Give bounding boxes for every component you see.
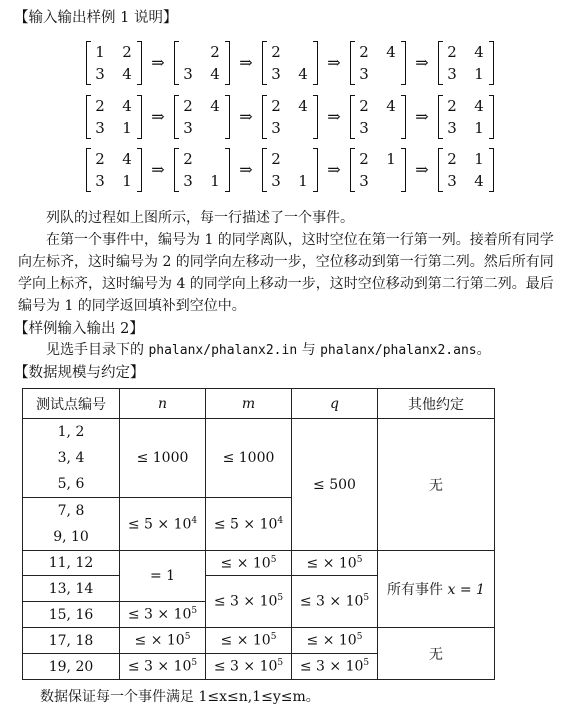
matrix-cell: 3 [359, 65, 369, 83]
explanation-paragraph: 在第一个事件中，编号为 1 的同学离队，这时空位在第一行第一列。接着所有同学向左标齐，这时编号为 2 的同学向左移动一步，空位移动到第一行第二列。然后所有同学向上标齐，这时编号为 4 的同学向上移动一步，这时空位移动到第二行第二列。最后编号为 1 的同学返回填补到空位中。 [18, 232, 554, 314]
right-bracket [401, 41, 406, 85]
matrix-cell: 4 [122, 150, 132, 168]
grid-matrix [174, 95, 230, 139]
m-le-1e5-b: ≤ × $10^5$ [206, 628, 292, 654]
matrix-cell: 4 [122, 97, 132, 115]
matrix-cell: 3 [271, 65, 281, 83]
right-bracket [225, 41, 230, 85]
right-bracket [225, 148, 230, 192]
matrix-cell: 1 [474, 65, 484, 83]
left-bracket [262, 95, 267, 139]
matrix-cell: 4 [474, 97, 484, 115]
implies-arrow-icon: ⇒ [151, 107, 165, 126]
left-bracket [86, 148, 91, 192]
left-bracket [86, 41, 91, 85]
matrix-cell: 2 [447, 150, 457, 168]
implies-arrow-icon: ⇒ [151, 53, 165, 72]
q-le-500: ≤ 500 [292, 419, 378, 551]
other-none-1: 无 [378, 419, 495, 551]
matrix-cell: 3 [447, 119, 457, 137]
matrix-row [86, 95, 506, 139]
matrix-cell: 3 [271, 172, 281, 190]
left-bracket [438, 41, 443, 85]
implies-arrow-icon: ⇒ [415, 160, 429, 179]
matrix-cell: 2 [183, 150, 193, 168]
matrix-cell: 4 [298, 97, 308, 115]
matrix-cell: 1 [386, 150, 396, 168]
n-le-5e4: ≤ $5 \times 10^4$ [120, 498, 206, 551]
grid-matrix [438, 148, 494, 192]
matrix-cell: 4 [210, 97, 220, 115]
constraints-table [22, 388, 495, 680]
right-bracket [225, 95, 230, 139]
matrix-cell: 2 [183, 97, 193, 115]
sample1-heading: 【输入输出样例 1 说明】 [14, 10, 178, 26]
matrix-cell: 4 [210, 65, 220, 83]
test-ids-15-16: 15, 16 [23, 602, 120, 628]
matrix-cell: 2 [122, 43, 132, 61]
header-m: m [206, 389, 292, 419]
grid-matrix [262, 95, 318, 139]
matrix-row [86, 148, 506, 192]
matrix-cell: 2 [271, 150, 281, 168]
n-eq-1: = 1 [120, 551, 206, 602]
q-le-1e5: ≤ × $10^5$ [292, 551, 378, 576]
grid-matrix [174, 41, 230, 85]
left-bracket [350, 41, 355, 85]
matrix-cell: 4 [474, 172, 484, 190]
grid-matrix [438, 95, 494, 139]
header-test-id: 测试点编号 [23, 389, 120, 419]
other-all-events-x1: 所有事件 x = 1 [378, 551, 495, 628]
matrix-cell: 2 [271, 43, 281, 61]
matrix-row [86, 41, 506, 85]
matrix-cell: 1 [474, 150, 484, 168]
grid-matrix [86, 95, 142, 139]
footer-note: 数据保证每一个事件满足 1≤x≤n,1≤y≤m。 [40, 689, 320, 705]
m-le-1000: ≤ 1000 [206, 419, 292, 498]
grid-matrix [86, 148, 142, 192]
matrix-cell: 1 [298, 172, 308, 190]
matrix-cell: 2 [210, 43, 220, 61]
grid-matrix [438, 41, 494, 85]
left-bracket [174, 41, 179, 85]
matrix-cell: 3 [271, 119, 281, 137]
grid-matrix [174, 148, 230, 192]
implies-arrow-icon: ⇒ [415, 107, 429, 126]
implies-arrow-icon: ⇒ [415, 53, 429, 72]
constraints-heading: 【数据规模与约定】 [14, 365, 145, 381]
left-bracket [438, 148, 443, 192]
m-le-1e5: ≤ × $10^5$ [206, 551, 292, 576]
grid-matrix [262, 148, 318, 192]
q-le-1e5-b: ≤ × $10^5$ [292, 628, 378, 654]
header-n: n [120, 389, 206, 419]
implies-arrow-icon: ⇒ [239, 53, 253, 72]
n-le-1e5: ≤ × $10^5$ [120, 628, 206, 654]
file-name-ans: phalanx/phalanx2.ans [320, 343, 477, 358]
matrix-cell: 1 [122, 172, 132, 190]
grid-matrix [350, 41, 406, 85]
matrix-cell: 4 [298, 65, 308, 83]
left-bracket [174, 148, 179, 192]
matrix-cell: 4 [122, 65, 132, 83]
matrix-cell: 3 [183, 172, 193, 190]
matrix-cell: 4 [386, 97, 396, 115]
grid-matrix [262, 41, 318, 85]
left-bracket [262, 41, 267, 85]
matrix-cell: 2 [359, 43, 369, 61]
implies-arrow-icon: ⇒ [327, 53, 341, 72]
test-ids-1-6: 1, 2 3, 4 5, 6 [23, 419, 120, 498]
matrix-cell: 3 [183, 119, 193, 137]
matrix-cell: 4 [474, 43, 484, 61]
matrix-cell: 4 [386, 43, 396, 61]
matrix-cell: 2 [359, 97, 369, 115]
right-bracket [313, 95, 318, 139]
header-q: q [292, 389, 378, 419]
left-bracket [350, 148, 355, 192]
matrix-cell: 1 [95, 43, 105, 61]
matrix-cell: 3 [95, 119, 105, 137]
q-le-3e5: ≤ $3 \times 10^5$ [292, 576, 378, 628]
table-row [23, 419, 495, 498]
test-ids-11-12: 11, 12 [23, 551, 120, 576]
right-bracket [401, 95, 406, 139]
right-bracket [137, 41, 142, 85]
implies-arrow-icon: ⇒ [151, 160, 165, 179]
matrix-cell: 1 [474, 119, 484, 137]
right-bracket [137, 148, 142, 192]
test-ids-17-18: 17, 18 [23, 628, 120, 654]
matrix-cell: 2 [359, 150, 369, 168]
header-other: 其他约定 [378, 389, 495, 419]
implies-arrow-icon: ⇒ [327, 160, 341, 179]
right-bracket [401, 148, 406, 192]
matrix-cell: 2 [95, 150, 105, 168]
explanation-line: 列队的过程如上图所示，每一行描述了一个事件。 [46, 210, 354, 226]
grid-matrix [350, 95, 406, 139]
right-bracket [489, 148, 494, 192]
matrix-cell: 3 [95, 65, 105, 83]
left-bracket [262, 148, 267, 192]
test-ids-7-10: 7, 8 9, 10 [23, 498, 120, 551]
left-bracket [174, 95, 179, 139]
right-bracket [313, 148, 318, 192]
m-le-5e4: ≤ $5 \times 10^4$ [206, 498, 292, 551]
m-le-3e5-b: ≤ $3 \times 10^5$ [206, 654, 292, 680]
right-bracket [313, 41, 318, 85]
matrix-cell: 2 [447, 97, 457, 115]
file-name-in: phalanx/phalanx2.in [148, 343, 298, 358]
matrix-cell: 3 [183, 65, 193, 83]
matrix-cell: 2 [95, 97, 105, 115]
n-le-3e5-b: ≤ $3 \times 10^5$ [120, 654, 206, 680]
matrix-cell: 3 [447, 172, 457, 190]
left-bracket [438, 95, 443, 139]
sample2-text: 见选手目录下的 phalanx/phalanx2.in 与 phalanx/phalanx2.ans。 [46, 342, 491, 358]
right-bracket [489, 95, 494, 139]
table-header-row [23, 389, 495, 419]
left-bracket [350, 95, 355, 139]
matrix-cell: 3 [95, 172, 105, 190]
test-ids-13-14: 13, 14 [23, 576, 120, 602]
matrix-cell: 2 [447, 43, 457, 61]
matrix-cell: 1 [210, 172, 220, 190]
right-bracket [137, 95, 142, 139]
n-le-1000: ≤ 1000 [120, 419, 206, 498]
implies-arrow-icon: ⇒ [239, 160, 253, 179]
test-ids-19-20: 19, 20 [23, 654, 120, 680]
other-none-2: 无 [378, 628, 495, 680]
matrix-cell: 1 [122, 119, 132, 137]
matrix-cell: 2 [271, 97, 281, 115]
table-row [23, 551, 495, 576]
implies-arrow-icon: ⇒ [327, 107, 341, 126]
right-bracket [489, 41, 494, 85]
matrix-cell: 3 [359, 119, 369, 137]
grid-matrix [86, 41, 142, 85]
table-row [23, 628, 495, 654]
matrix-cell: 3 [359, 172, 369, 190]
m-le-3e5: ≤ $3 \times 10^5$ [206, 576, 292, 628]
left-bracket [86, 95, 91, 139]
implies-arrow-icon: ⇒ [239, 107, 253, 126]
n-le-3e5: ≤ $3 \times 10^5$ [120, 602, 206, 628]
grid-matrix [350, 148, 406, 192]
matrix-cell: 3 [447, 65, 457, 83]
sample2-heading: 【样例输入输出 2】 [14, 321, 144, 337]
q-le-3e5-b: ≤ $3 \times 10^5$ [292, 654, 378, 680]
